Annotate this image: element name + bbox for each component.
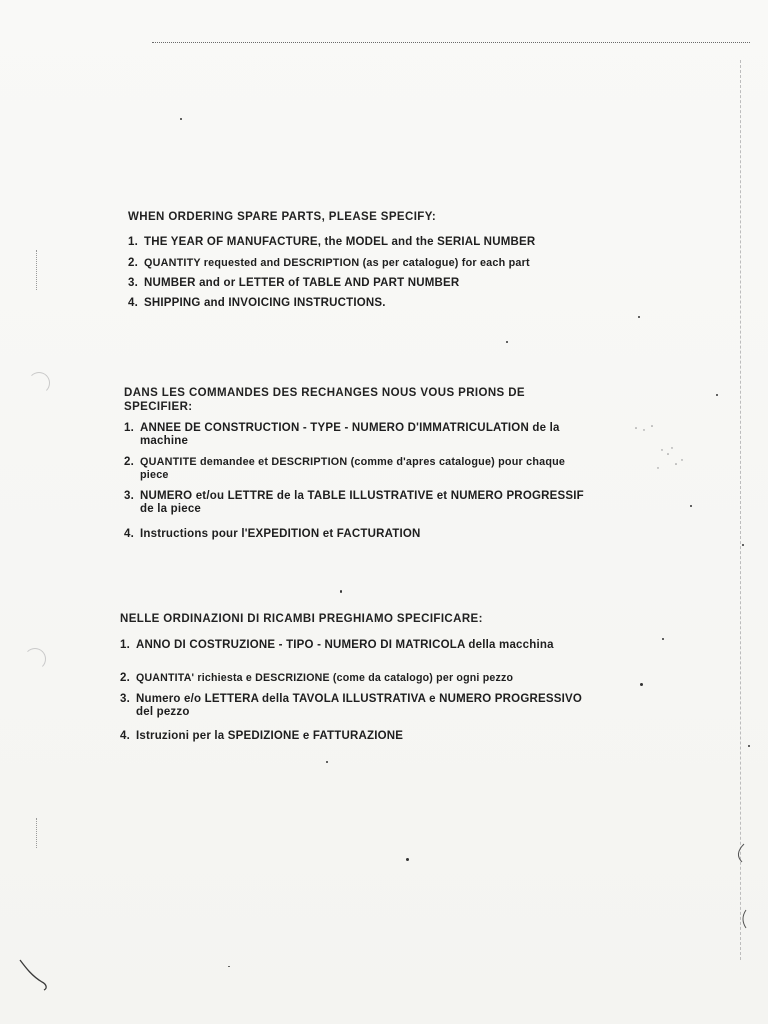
item-number: 4. <box>128 297 138 309</box>
item-text: QUANTITY requested and DESCRIPTION (as per catalogue) for each part <box>144 257 530 269</box>
item-text: NUMERO et/ou LETTRE de la TABLE ILLUSTRATIVE et NUMERO PROGRESSIF de la piece <box>140 490 584 515</box>
speck <box>228 966 230 967</box>
section-heading: NELLE ORDINAZIONI DI RICAMBI PREGHIAMO SPECIFICARE: <box>120 613 483 625</box>
speck <box>716 394 718 396</box>
item-text: ANNO DI COSTRUZIONE - TIPO - NUMERO DI MATRICOLA della macchina <box>136 639 554 651</box>
item-text: Istruzioni per la SPEDIZIONE e FATTURAZIONE <box>136 730 404 742</box>
item-text: Instructions pour l'EXPEDITION et FACTURATION <box>140 528 421 540</box>
corner-scribble <box>18 958 58 992</box>
item-number: 1. <box>124 422 134 434</box>
item-number: 4. <box>120 730 130 742</box>
item-number: 2. <box>120 672 130 684</box>
right-edge-artifact <box>740 60 747 960</box>
item-text: NUMBER and or LETTER of TABLE AND PART NUMBER <box>144 277 460 289</box>
item-text: QUANTITA' richiesta e DESCRIZIONE (come da catalogo) per ogni pezzo <box>136 672 514 684</box>
noise-cluster <box>632 420 692 480</box>
item-text: QUANTITE demandee et DESCRIPTION (comme d'apres catalogue) pour chaque piece <box>140 456 566 481</box>
speck <box>326 761 328 763</box>
item-text: THE YEAR OF MANUFACTURE, the MODEL and the SERIAL NUMBER <box>144 236 536 248</box>
top-dotted-rule <box>152 42 750 43</box>
speck <box>406 858 409 861</box>
item-number: 3. <box>120 693 130 705</box>
item-number: 2. <box>128 257 138 269</box>
item-number: 3. <box>124 490 134 502</box>
edge-marks <box>728 840 752 930</box>
speck <box>690 505 692 507</box>
item-number: 1. <box>120 639 130 651</box>
speck <box>506 341 508 343</box>
section-heading: WHEN ORDERING SPARE PARTS, PLEASE SPECIFY: <box>128 211 437 223</box>
speck <box>640 683 643 686</box>
left-edge-artifact <box>36 250 40 290</box>
punch-hole-mark <box>24 648 46 670</box>
item-text: Numero e/o LETTERA della TAVOLA ILLUSTRATIVA e NUMERO PROGRESSIVO del pezzo <box>136 693 582 718</box>
speck <box>662 638 664 640</box>
speck <box>180 118 182 120</box>
left-edge-artifact <box>36 818 40 848</box>
speck <box>340 590 342 593</box>
punch-hole-mark <box>28 372 50 394</box>
item-number: 4. <box>124 528 134 540</box>
item-number: 3. <box>128 277 138 289</box>
item-number: 2. <box>124 456 134 468</box>
speck <box>748 745 750 747</box>
speck <box>742 544 744 546</box>
item-text: SHIPPING and INVOICING INSTRUCTIONS. <box>144 297 386 309</box>
speck <box>638 316 640 318</box>
item-number: 1. <box>128 236 138 248</box>
item-text: ANNEE DE CONSTRUCTION - TYPE - NUMERO D'IMMATRICULATION de la machine <box>140 422 560 447</box>
section-heading: DANS LES COMMANDES DES RECHANGES NOUS VOUS PRIONS DE SPECIFIER: <box>124 387 525 413</box>
